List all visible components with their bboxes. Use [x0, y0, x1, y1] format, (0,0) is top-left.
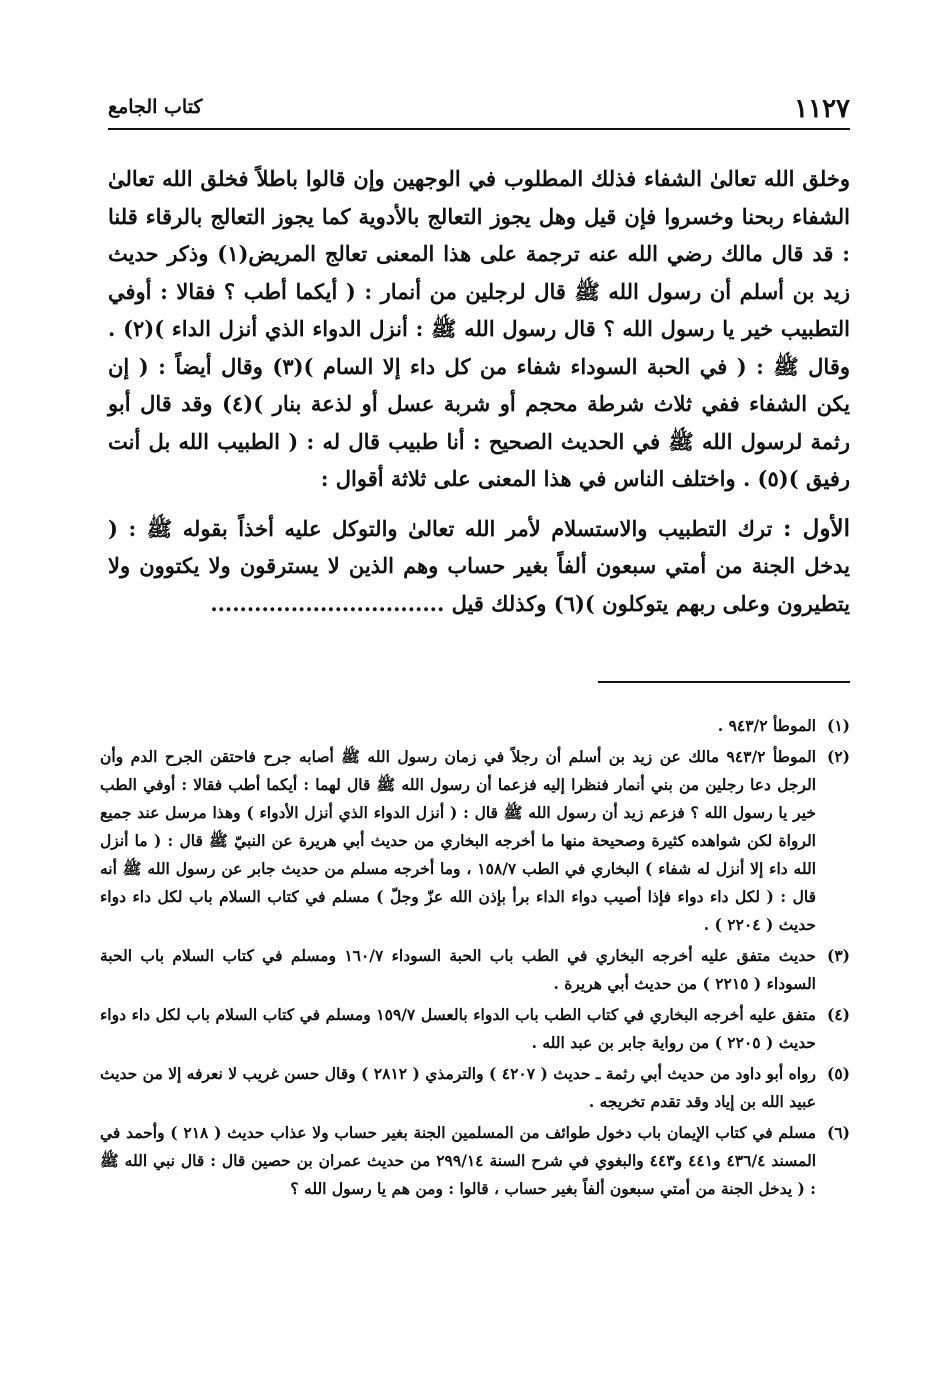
header-rule	[108, 128, 850, 130]
footnote-text: رواه أبو داود من حديث أبي رثمة ـ حديث ( ٤٢٠٧ ) والترمذي ( ٢٨١٢ ) وقال حسن غريب لا نعرفه إلا من حديث عبيد الله بن إياد وقد تقدم تخريجه .	[100, 1064, 816, 1111]
paragraph-first-view	[108, 510, 850, 623]
footnote-separator	[598, 681, 850, 683]
footnote	[100, 1119, 850, 1203]
footnote	[100, 1060, 850, 1116]
footnote-number: (٢)	[826, 747, 850, 766]
footnote-number: (١)	[826, 716, 850, 735]
footnote	[100, 712, 850, 740]
footnote-number: (٥)	[826, 1064, 850, 1083]
running-head: كتاب الجامع	[108, 96, 203, 118]
footnote-number: (٤)	[826, 1005, 850, 1024]
footnote-text: متفق عليه أخرجه البخاري في كتاب الطب باب الدواء بالعسل ١٥٩/٧ ومسلم في كتاب السلام باب لكل داء دواء حديث ( ٢٢٠٥ ) من رواية جابر بن عبد الله .	[100, 1005, 816, 1052]
footnote	[100, 942, 850, 998]
page-header	[108, 92, 850, 126]
continuation-dots: ................................	[210, 590, 445, 616]
footnote-text: مسلم في كتاب الإيمان باب دخول طوائف من المسلمين الجنة بغير حساب ولا عذاب حديث ( ٢١٨ ) وأحمد في المسند ٤٣٦/٤ و٤٤١ و٤٤٣ والبغوي في شرح السنة ٢٩٩/١٤ من حديث عمران بن حصين قال : قال نبي الله ﷺ : ( يدخل الجنة من أمتي سبعون ألفاً بغير حساب ، قالوا : ومن هم يا رسول الله ؟	[100, 1123, 817, 1198]
footnote-text: الموطأ ٩٤٣/٢ .	[717, 716, 816, 735]
footnotes	[100, 712, 850, 1206]
footnote-text: حديث متفق عليه أخرجه البخاري في الطب باب الحبة السوداء ١٦٠/٧ ومسلم في كتاب السلام باب الحبة السوداء ( ٢٢١٥ ) من حديث أبي هريرة .	[100, 946, 816, 993]
footnote-number: (٣)	[826, 946, 850, 965]
main-text	[108, 160, 850, 622]
paragraph-first-view-text: ترك التطبيب والاستسلام لأمر الله تعالىٰ والتوكل عليه أخذاً بقوله ﷺ : ( يدخل الجنة من أمتي سبعون ألفاً بغير حساب وهم الذين لا يسترقون ولا يكتوون ولا يتطيرون وعلى ربهم يتوكلون )(٦) وكذلك قيل	[108, 515, 850, 616]
page-number: ١١٢٧	[794, 94, 850, 124]
footnote	[100, 1001, 850, 1057]
paragraph-intro: وخلق الله تعالىٰ الشفاء فذلك المطلوب في الوجهين وإن قالوا باطلاً فخلق الله تعالىٰ الشفاء ربحنا وخسروا فإن قيل وهل يجوز التعالج بالأدوية كما يجوز التعالج بالرقاء قلنا : قد قال مالك رضي الله عنه ترجمة على هذا المعنى تعالج المريض(١) وذكر حديث زيد بن أسلم أن رسول الله ﷺ قال لرجلين من أنمار : ( أيكما أطب ؟ فقالا : أوفي التطبيب خير يا رسول الله ؟ قال رسول الله ﷺ : أنزل الدواء الذي أنزل الداء )(٢) . وقال ﷺ : ( في الحبة السوداء شفاء من كل داء إلا السام )(٣) وقال أيضاً : ( إن يكن الشفاء ففي ثلاث شرطة محجم أو شربة عسل أو لذعة بنار )(٤) وقد قال أبو رثمة لرسول الله ﷺ في الحديث الصحيح : أنا طبيب قال له : ( الطبيب الله بل أنت رفيق )(٥) . واختلف الناس في هذا المعنى على ثلاثة أقوال :	[108, 166, 851, 491]
footnote	[100, 743, 850, 939]
footnote-number: (٦)	[826, 1123, 850, 1142]
footnote-text: الموطأ ٩٤٣/٢ مالك عن زيد بن أسلم أن رجلاً في زمان رسول الله ﷺ أصابه جرح فاحتقن الجرح الدم وأن الرجل دعا رجلين من بني أنمار فنظرا إليه فزعما أن رسول الله ﷺ قال لهما : أيكما أطب فقالا : أوفي الطب خير يا رسول الله ؟ فزعم زيد أن رسول الله ﷺ قال : ( أنزل الدواء الذي أنزل الأدواء ) وهذا مرسل عند جميع الرواة لكن شواهده كثيرة وصحيحة منها ما أخرجه البخاري من حديث أبي هريرة عن النبيّ ﷺ قال : ( ما أنزل الله داء إلا أنزل له شفاء ) البخاري في الطب ١٥٨/٧ ، وما أخرجه مسلم من حديث جابر عن رسول الله ﷺ أنه قال : ( لكل داء دواء فإذا أصيب دواء الداء برأ بإذن الله عزّ وجلّ ) مسلم في كتاب السلام باب لكل داء دواء حديث ( ٢٢٠٤ ) .	[100, 747, 816, 934]
lead-word: الأول :	[782, 514, 851, 542]
